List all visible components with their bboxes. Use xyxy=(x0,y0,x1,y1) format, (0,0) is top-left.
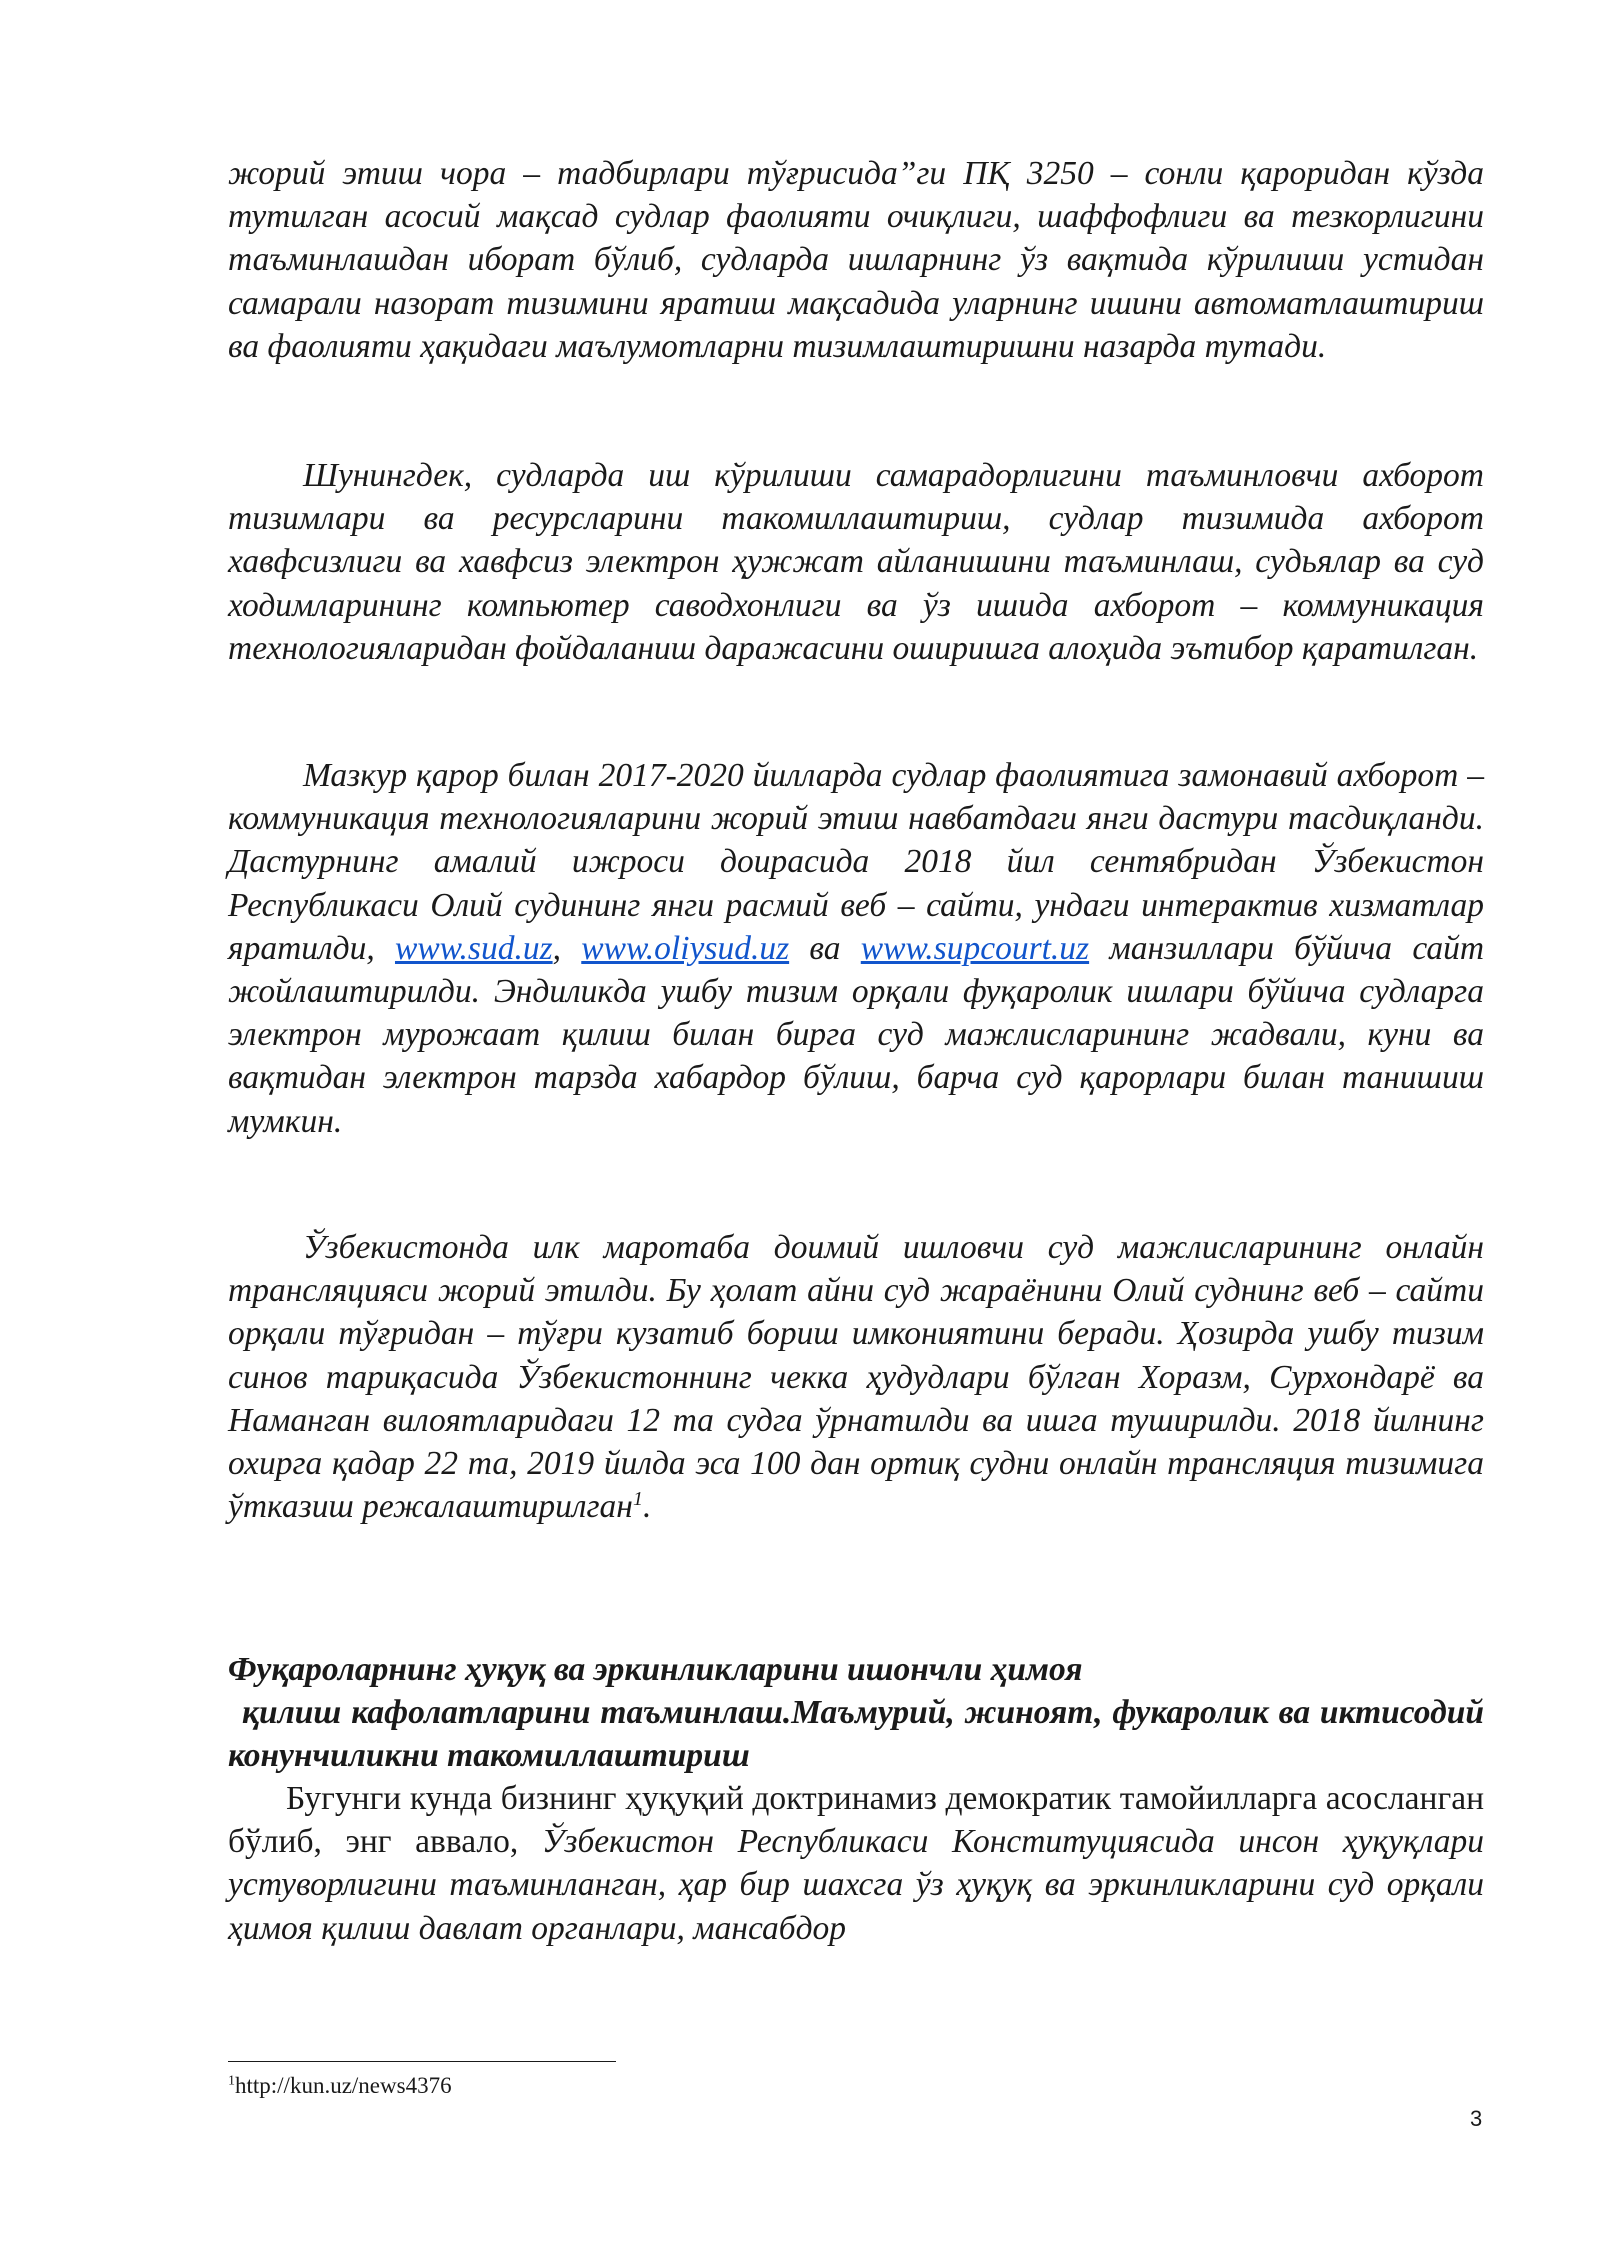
paragraph-4-end: . xyxy=(642,1488,652,1526)
page-number: 3 xyxy=(1470,2106,1483,2131)
footnote-number: 1 xyxy=(228,2073,235,2089)
section-heading-line-1: Фуқароларнинг ҳуқуқ ва эркинликларини ишончли ҳимоя xyxy=(228,1651,1083,1688)
paragraph-5 xyxy=(228,1777,1484,1950)
paragraph-3 xyxy=(228,754,1484,1143)
paragraph-5-italic: Ўзбекистон Республикаси Конституциясида инсон ҳуқуқлари устуворлигини таъминланган, ҳар бир шахсга ўз ҳуқуқ ва эркинликларини суд орқали ҳимоя қилиш давлат органлари, мансабдор xyxy=(228,1823,1484,1947)
paragraph-3-text-b: ва xyxy=(809,929,841,967)
link-supcourt-uz[interactable]: www.supcourt.uz xyxy=(860,929,1090,967)
section-heading-line-2: қилиш кафолатларини таъминлаш.Маъмурий, жиноят, фукаролик ва иктисодий конунчиликни такомиллаштириш xyxy=(228,1694,1484,1775)
link-sud-uz[interactable]: www.sud.uz xyxy=(394,929,553,967)
paragraph-5-upright: Бугунги кунда бизнинг ҳуқуқий доктринамиз демократик тамойилларга асосланган бўлиб, энг аввало, xyxy=(228,1780,1484,1861)
paragraph-4-text: Ўзбекистонда илк маротаба доимий ишловчи суд мажлисларининг онлайн трансляцияси жорий этилди. Бу ҳолат айни суд жараёнини Олий суднинг веб – сайти орқали тўғридан – тўғри кузатиб бориш имкониятини беради. Ҳозирда ушбу тизим синов тариқасида Ўзбекистоннинг чекка ҳудудлари бўлган Хоразм, Сурхондарё ва Наманган вилоятларидаги 12 та судга ўрнатилди ва ишга туширилди. 2018 йилнинг охирга қадар 22 та, 2019 йилда эса 100 дан ортиқ судни онлайн трансляция тизимига ўтказиш режалаштирилган xyxy=(228,1229,1484,1526)
link-separator: , xyxy=(552,929,561,967)
paragraph-3-text-a: Мазкур қарор билан 2017-2020 йилларда судлар фаолиятига замонавий ахборот – коммуникация технологияларини жорий этиш навбатдаги янги дастури тасдиқланди. Дастурнинг амалий ижроси доирасида 2018 йил сентябридан Ўзбекистон Республикаси Олий судининг янги расмий веб – сайти, ундаги интерактив хизматлар яратилди, xyxy=(228,757,1484,967)
link-oliysud-uz[interactable]: www.oliysud.uz xyxy=(581,929,790,967)
footnote-url[interactable]: http://kun.uz/news4376 xyxy=(235,2073,452,2098)
paragraph-2: Шунингдек, судларда иш кўрилиши самарадорлигини таъминловчи ахборот тизимлари ва ресурсларини такомиллаштириш, судлар тизимида ахборот хавфсизлиги ва хавфсиз электрон ҳужжат айланишини таъминлаш, судьялар ва суд ходимларининг компьютер саводхонлиги ва ўз ишида ахборот – коммуникация технологияларидан фойдаланиш даражасини оширишга алоҳида эътибор қаратилган. xyxy=(228,457,1484,667)
paragraph-4 xyxy=(228,1226,1484,1528)
paragraph-1: жорий этиш чора – тадбирлари тўғрисида”ги ПҚ 3250 – сонли қароридан кўзда тутилган асосий мақсад судлар фаолияти очиқлиги, шаффофлиги ва тезкорлигини таъминлашдан иборат бўлиб, судларда ишларнинг ўз вақтида кўрилиши устидан самарали назорат тизимини яратиш мақсадида уларнинг ишини автоматлаштириш ва фаолияти ҳақидаги маълумотларни тизимлаштиришни назарда тутади. xyxy=(228,155,1484,365)
footnote-separator xyxy=(228,2061,616,2062)
footnote xyxy=(228,2072,452,2100)
paragraph-3-text-c: манзиллари бўйича сайт жойлаштирилди. Эндиликда ушбу тизим орқали фуқаролик ишлари бўйича судларга электрон мурожаат қилиш билан бирга суд мажлисларининг жадвали, куни ва вақтидан электрон тарзда хабардор бўлиш, барча суд қарорлари билан танишиш мумкин. xyxy=(228,929,1485,1140)
footnote-reference[interactable]: 1 xyxy=(632,1488,643,1511)
